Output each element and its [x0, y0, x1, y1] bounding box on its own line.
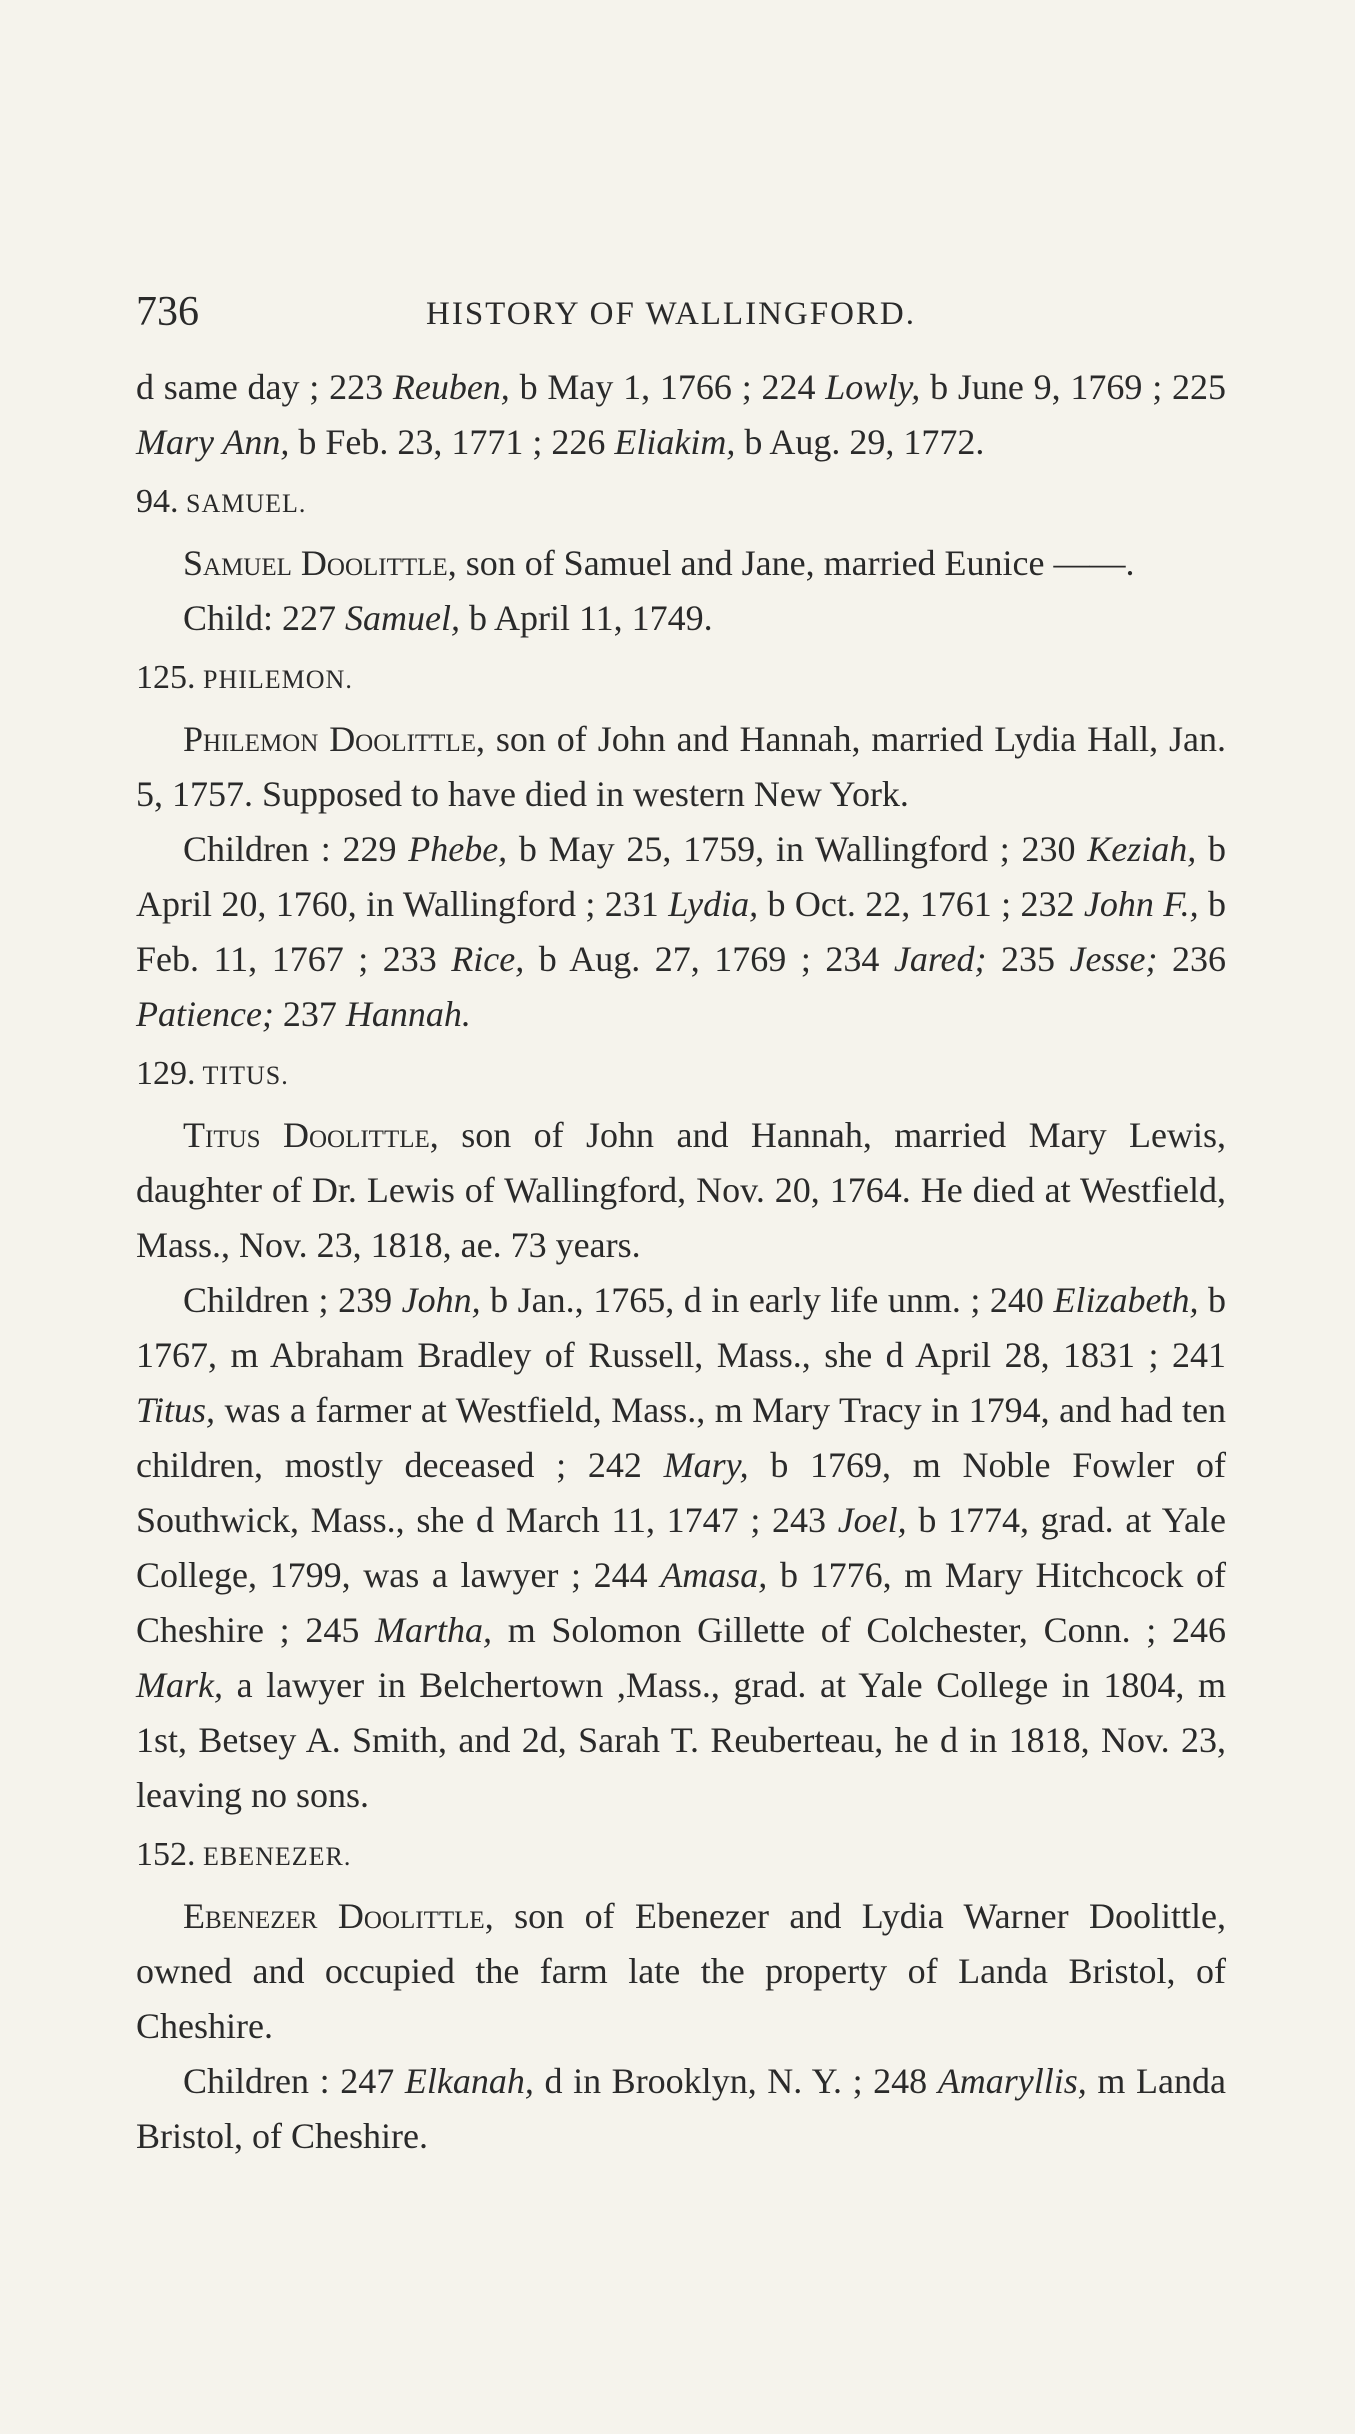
person-name: Philemon Doolittle,: [183, 719, 485, 759]
child-name: Elizabeth,: [1053, 1280, 1199, 1320]
section-name: EBENEZER.: [195, 1842, 352, 1871]
child-name: Amasa,: [660, 1555, 768, 1595]
text-run: m Solomon Gillette of Colchester, Conn. ; 246: [492, 1610, 1226, 1650]
paragraph: [136, 360, 1226, 470]
child-name: Keziah,: [1087, 829, 1197, 869]
child-name: Samuel,: [345, 598, 461, 638]
text-run: b 1776, m Mary Hitchcock of Cheshire ; 245: [136, 1555, 1227, 1650]
child-name: Lowly,: [825, 367, 921, 407]
running-head: HISTORY OF WALLINGFORD.: [426, 296, 917, 332]
text-run: son of John and Hannah, married Lydia Hall, Jan. 5, 1757. Supposed to have died in western New York.: [136, 719, 1226, 814]
paragraph: [136, 1889, 1226, 2054]
text-run: b Feb. 23, 1771 ; 226: [289, 422, 615, 462]
body-text: [136, 360, 1226, 2164]
child-name: John,: [401, 1280, 481, 1320]
section-number: 129.: [136, 1055, 196, 1092]
section-number: 125.: [136, 659, 196, 696]
child-name: Lydia,: [668, 884, 759, 924]
text-run: 236: [1157, 939, 1227, 979]
text-run: a lawyer in Belchertown ,Mass., grad. at Yale College in 1804, m 1st, Betsey A. Smith, and 2d, Sarah T. Reuberteau, he d in 1818, Nov. 23, leaving no sons.: [136, 1665, 1226, 1815]
child-name: Patience;: [136, 994, 274, 1034]
paragraph: [136, 2054, 1226, 2164]
child-name: Joel,: [837, 1500, 907, 1540]
section-number: 94.: [136, 483, 179, 520]
child-name: Hannah.: [345, 994, 471, 1034]
child-name: Rice,: [451, 939, 525, 979]
section-name: SAMUEL.: [178, 489, 307, 518]
child-name: Titus,: [136, 1390, 216, 1430]
text-run: was a farmer at Westfield, Mass., m Mary Tracy in 1794, and had ten children, mostly deceased ; 242: [136, 1390, 1226, 1485]
paragraph: [136, 591, 1226, 646]
text-run: 235: [986, 939, 1070, 979]
section-heading: [136, 1042, 1226, 1108]
text-run: b April 20, 1760, in Wallingford ; 231: [136, 829, 1227, 924]
child-name: Jared;: [893, 939, 987, 979]
paragraph: [136, 1273, 1226, 1823]
text-run: d in Brooklyn, N. Y. ; 248: [533, 2061, 938, 2101]
text-run: b May 1, 1766 ; 224: [509, 367, 826, 407]
text-run: son of John and Hannah, married Mary Lewis, daughter of Dr. Lewis of Wallingford, Nov. 20, 1764. He died at Westfield, Mass., Nov. 23, 1818, ae. 73 years.: [136, 1115, 1226, 1265]
section-heading: [136, 470, 1226, 536]
text-run: Children ; 239: [183, 1280, 402, 1320]
text-run: b Aug. 27, 1769 ; 234: [524, 939, 894, 979]
section-number: 152.: [136, 1836, 196, 1873]
person-name: Titus Doolittle,: [183, 1115, 439, 1155]
section-heading: [136, 1823, 1226, 1889]
child-name: Eliakim,: [614, 422, 736, 462]
text-run: b April 11, 1749.: [460, 598, 713, 638]
text-run: b May 25, 1759, in Wallingford ; 230: [507, 829, 1088, 869]
section-name: PHILEMON.: [195, 665, 353, 694]
child-name: Elkanah,: [404, 2061, 534, 2101]
text-run: son of Ebenezer and Lydia Warner Doolittle, owned and occupied the farm late the property of Landa Bristol, of Cheshire.: [136, 1896, 1227, 2046]
child-name: Mary,: [663, 1445, 749, 1485]
text-run: b Oct. 22, 1761 ; 232: [758, 884, 1084, 924]
child-name: Jesse;: [1069, 939, 1158, 979]
text-run: d same day ; 223: [136, 367, 393, 407]
child-name: Phebe,: [408, 829, 508, 869]
person-name: Samuel Doolittle,: [183, 543, 457, 583]
text-run: b 1767, m Abraham Bradley of Russell, Mass., she d April 28, 1831 ; 241: [136, 1280, 1226, 1375]
text-run: Children : 229: [183, 829, 409, 869]
text-run: son of Samuel and Jane, married Eunice ——.: [456, 543, 1135, 583]
text-run: 237: [273, 994, 346, 1034]
child-name: Reuben,: [392, 367, 510, 407]
person-name: Ebenezer Doolittle,: [183, 1896, 494, 1936]
child-name: Mary Ann,: [136, 422, 290, 462]
text-run: Children : 247: [183, 2061, 405, 2101]
paragraph: [136, 712, 1226, 822]
text-run: b 1774, grad. at Yale College, 1799, was a lawyer ; 244: [136, 1500, 1226, 1595]
text-run: m Landa Bristol, of Cheshire.: [136, 2061, 1226, 2156]
section-heading: [136, 646, 1226, 712]
text-run: b Aug. 29, 1772.: [735, 422, 985, 462]
child-name: John F.,: [1083, 884, 1199, 924]
section-name: TITUS.: [195, 1061, 289, 1090]
text-run: Child: 227: [183, 598, 346, 638]
text-run: b 1769, m Noble Fowler of Southwick, Mass., she d March 11, 1747 ; 243: [136, 1445, 1226, 1540]
paragraph: [136, 536, 1226, 591]
page-number: 736: [136, 289, 199, 335]
page-header: [136, 288, 1226, 348]
child-name: Mark,: [136, 1665, 223, 1705]
paragraph: [136, 1108, 1226, 1273]
text-run: b Jan., 1765, d in early life unm. ; 240: [480, 1280, 1054, 1320]
child-name: Martha,: [375, 1610, 493, 1650]
text-run: b June 9, 1769 ; 225: [920, 367, 1226, 407]
text-run: b Feb. 11, 1767 ; 233: [136, 884, 1227, 979]
child-name: Amaryllis,: [937, 2061, 1087, 2101]
paragraph: [136, 822, 1226, 1042]
